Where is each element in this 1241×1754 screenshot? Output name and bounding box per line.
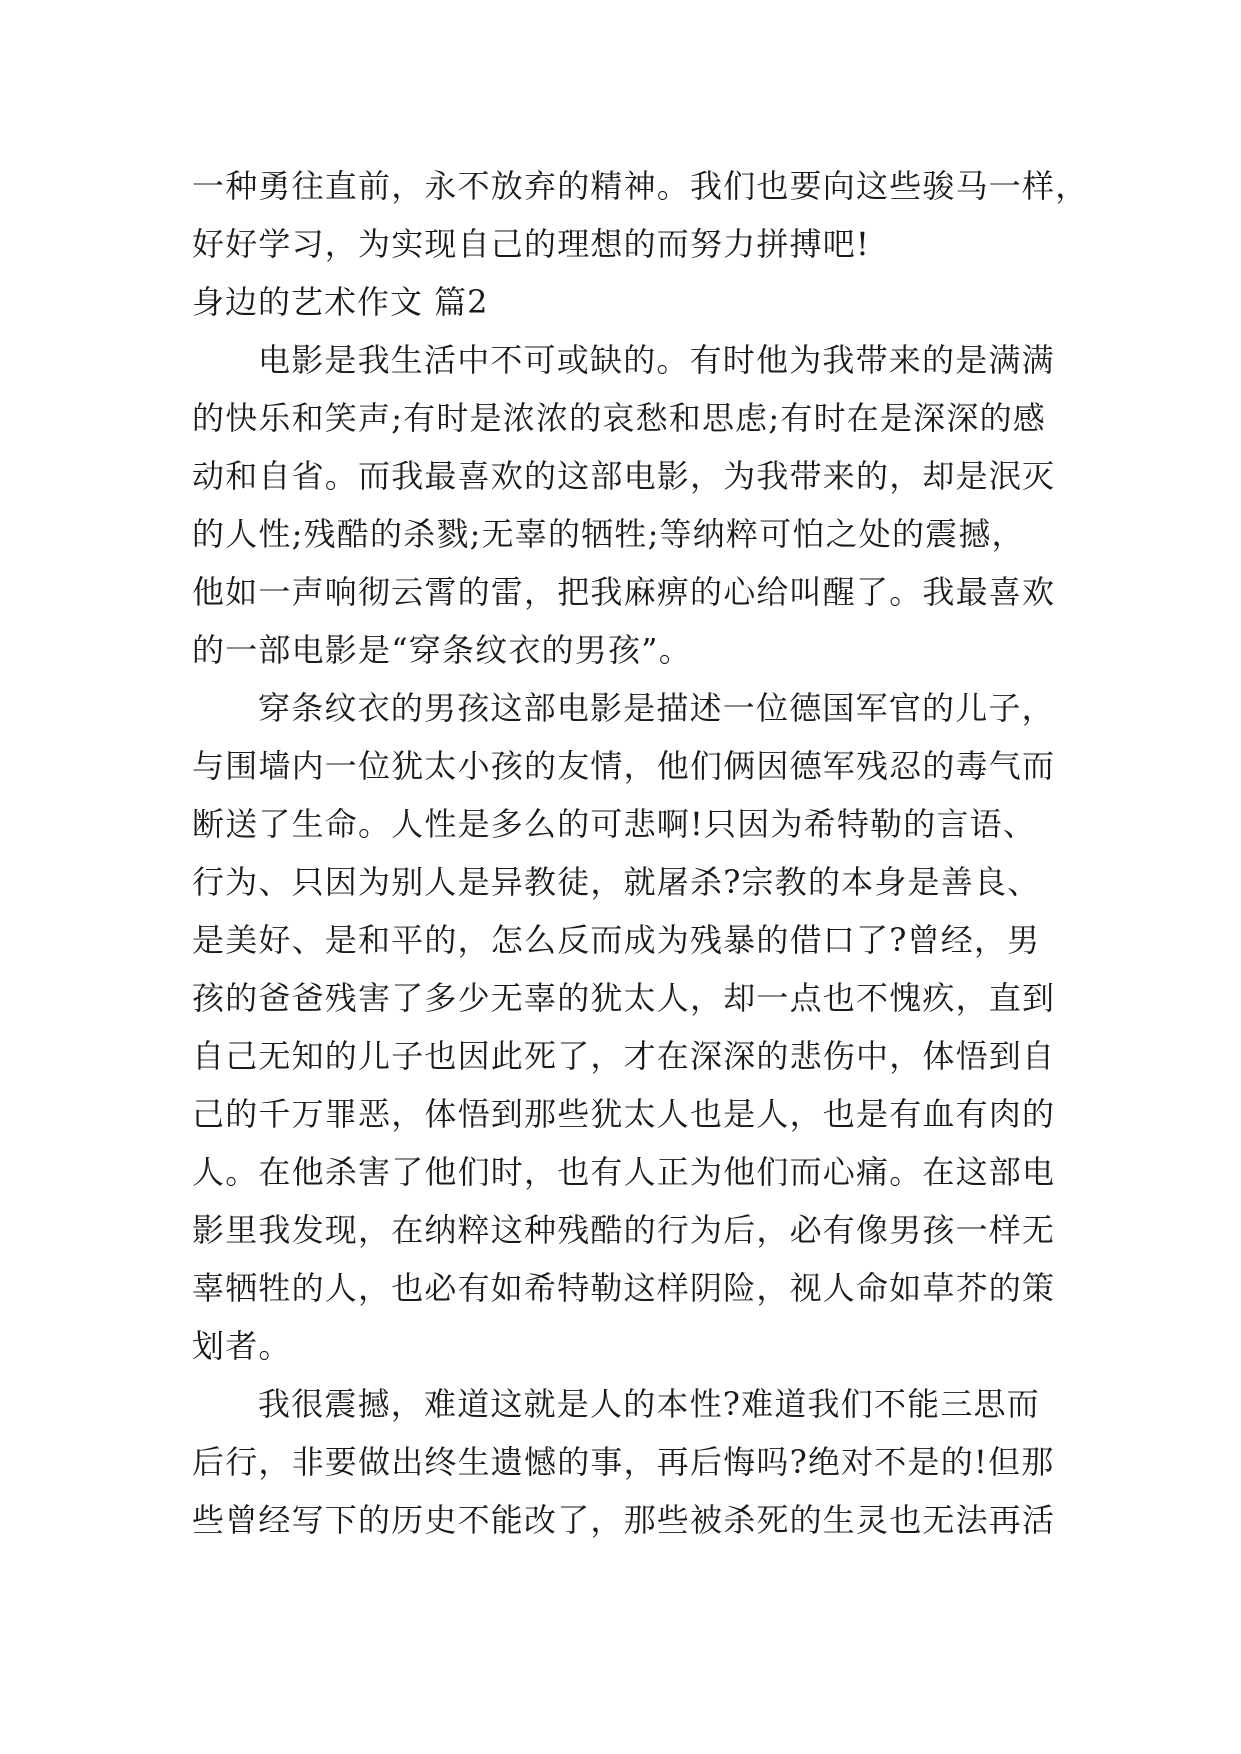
body-line: 划者。 — [192, 1327, 292, 1365]
body-line: 人。在他杀害了他们时，也有人正为他们而心痛。在这部电 — [192, 1153, 1056, 1191]
body-line: 他如一声响彻云霄的雷，把我麻痹的心给叫醒了。我最喜欢 — [192, 573, 1056, 611]
body-line: 影里我发现，在纳粹这种残酷的行为后，必有像男孩一样无 — [192, 1211, 1056, 1249]
body-line: 好好学习，为实现自己的理想的而努力拼搏吧! — [192, 225, 871, 263]
body-line: 行为、只因为别人是异教徒，就屠杀?宗教的本身是善良、 — [192, 863, 1041, 901]
body-line: 辜牺牲的人，也必有如希特勒这样阴险，视人命如草芥的策 — [192, 1269, 1056, 1307]
body-line: 一种勇往直前，永不放弃的精神。我们也要向这些骏马一样， — [192, 167, 1089, 205]
body-line: 动和自省。而我最喜欢的这部电影，为我带来的，却是泯灭 — [192, 457, 1056, 495]
body-line: 后行，非要做出终生遗憾的事，再后悔吗?绝对不是的!但那 — [192, 1443, 1055, 1481]
body-line: 是美好、是和平的，怎么反而成为残暴的借口了?曾经，男 — [192, 921, 1041, 959]
body-line: 些曾经写下的历史不能改了，那些被杀死的生灵也无法再活 — [192, 1501, 1056, 1539]
paragraph-first-line: 我很震撼，难道这就是人的本性?难道我们不能三思而 — [258, 1385, 1040, 1423]
body-line: 自己无知的儿子也因此死了，才在深深的悲伤中，体悟到自 — [192, 1037, 1056, 1075]
section-heading: 身边的艺术作文 篇2 — [192, 283, 489, 321]
body-line: 己的千万罪恶，体悟到那些犹太人也是人，也是有血有肉的 — [192, 1095, 1056, 1133]
body-line: 断送了生命。人性是多么的可悲啊!只因为希特勒的言语、 — [192, 805, 1037, 843]
body-line: 的人性;残酷的杀戮;无辜的牺牲;等纳粹可怕之处的震撼， — [192, 515, 1025, 553]
paragraph-first-line: 电影是我生活中不可或缺的。有时他为我带来的是满满 — [258, 341, 1055, 379]
body-line: 孩的爸爸残害了多少无辜的犹太人，却一点也不愧疚，直到 — [192, 979, 1056, 1017]
paragraph-first-line: 穿条纹衣的男孩这部电影是描述一位德国军官的儿子， — [258, 689, 1055, 727]
body-line: 的快乐和笑声;有时是浓浓的哀愁和思虑;有时在是深深的感 — [192, 399, 1046, 437]
body-line: 的一部电影是“穿条纹衣的男孩”。 — [192, 631, 692, 669]
body-line: 与围墙内一位犹太小孩的友情，他们俩因德军残忍的毒气而 — [192, 747, 1056, 785]
